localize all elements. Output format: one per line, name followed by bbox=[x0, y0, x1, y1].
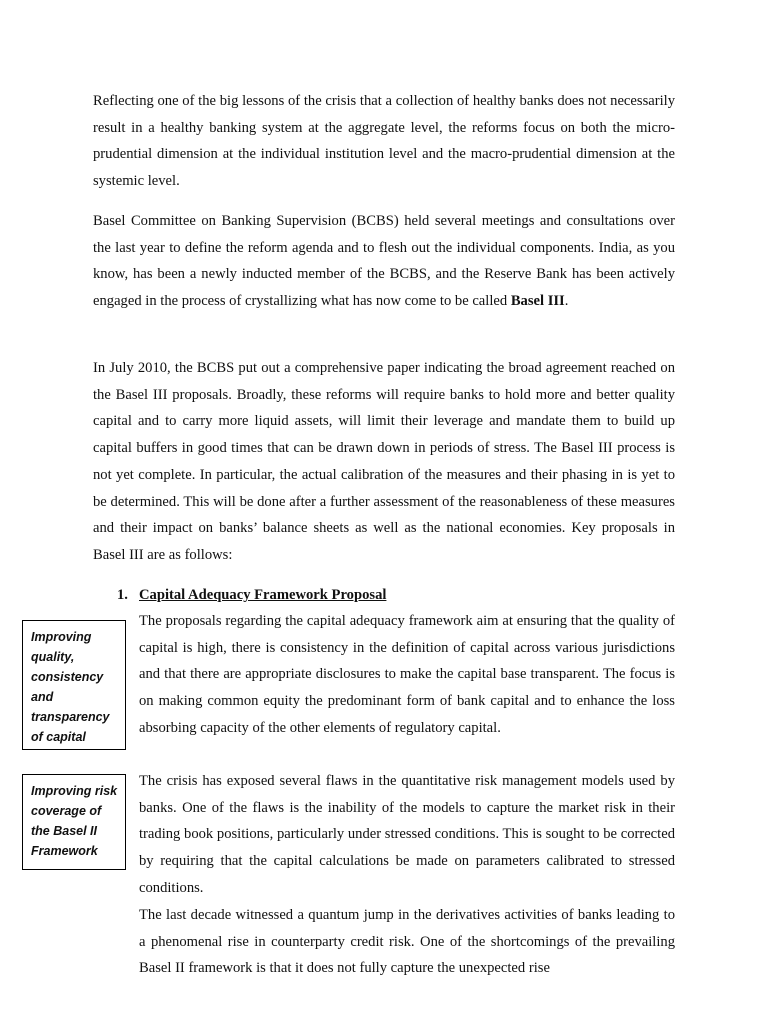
paragraph-crisis-lessons: Reflecting one of the big lessons of the crisis that a collection of healthy banks does not necessarily result in a healthy banking system at the aggregate level, the reforms focus on both the micro-prudential dimension at the individual institution level and the macro-prudential dimension at the systemic level. bbox=[93, 93, 675, 190]
paragraph-bcbs-end: . bbox=[564, 293, 569, 310]
paragraph-july-2010: In July 2010, the BCBS put out a comprehensive paper indicating the broad agreement reached on the Basel III proposals. Broadly, these reforms will require banks to hold more and better quality capital and to carry more liquid assets, will limit their leverage and mandate them to build up capital buffers in good times that can be drawn down in periods of stress. The Basel III process is not yet complete. In particular, the actual calibration of the measures and their phasing in is yet to be determined. This will be done after a further assessment of the reasonableness of these measures and their impact on banks’ balance sheets as well as the national economies. Key proposals in Basel III are as follows: bbox=[93, 360, 675, 563]
margin-note-capital-quality: Improving quality, consistency and transparency of capital bbox=[22, 620, 126, 750]
paragraph-bcbs-meetings bbox=[93, 208, 675, 315]
paragraph-bcbs-text: Basel Committee on Banking Supervision (BCBS) held several meetings and consultations over the last year to define the reform agenda and to flesh out the individual components. India, as you know, has been a newly inducted member of the BCBS, and the Reserve Bank has been actively engaged in the process of crystallizing what has now come to be called bbox=[93, 213, 675, 310]
section-title: Capital Adequacy Framework Proposal bbox=[139, 587, 387, 603]
section-heading-capital-adequacy bbox=[117, 582, 386, 608]
paragraph-capital-quality: The proposals regarding the capital adequacy framework aim at ensuring that the quality of capital is high, there is consistency in the definition of capital across various jurisdictions and that there are appropriate disclosures to make the capital base transparent. The focus is on making common equity the predominant form of bank capital and to enhance the loss absorbing capacity of the other elements of regulatory capital. bbox=[139, 613, 675, 736]
section-number: 1. bbox=[117, 587, 128, 603]
paragraph-risk-models: The crisis has exposed several flaws in the quantitative risk management models used by banks. One of the flaws is the inability of the models to capture the market risk in their trading book positions, particularly under stressed conditions. This is sought to be corrected by requiring that the capital calculations be made on parameters calibrated to stressed conditions. bbox=[139, 773, 675, 896]
basel-iii-bold: Basel III bbox=[510, 293, 565, 310]
paragraph-derivatives: The last decade witnessed a quantum jump in the derivatives activities of banks leading to a phenomenal rise in counterparty credit risk. One of the shortcomings of the prevailing Basel II framework is that it does not fully capture the unexpected rise bbox=[139, 907, 675, 977]
margin-note-risk-coverage: Improving risk coverage of the Basel II Framework bbox=[22, 774, 126, 870]
